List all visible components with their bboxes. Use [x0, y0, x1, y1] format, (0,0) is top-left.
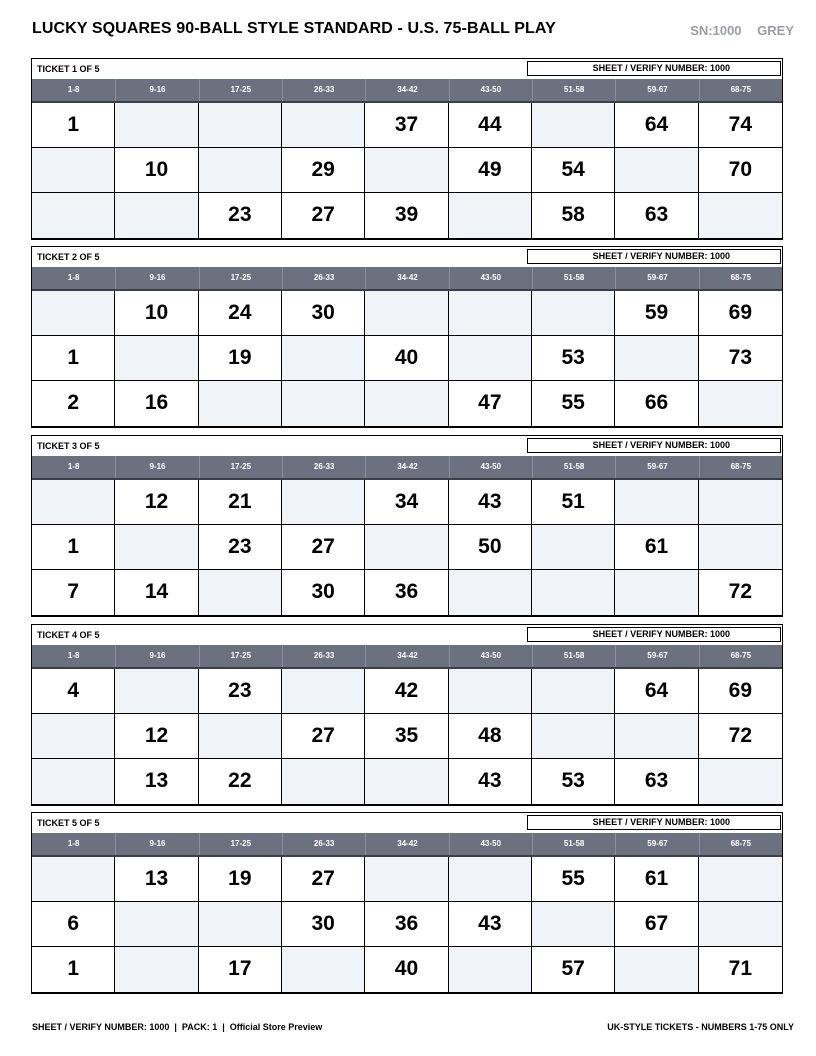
column-header-row — [32, 456, 782, 480]
number-cell: 55 — [532, 381, 615, 426]
number-cell: 63 — [615, 193, 698, 238]
empty-cell — [365, 857, 448, 902]
empty-cell — [32, 148, 115, 193]
column-header: 9-16 — [115, 456, 198, 478]
column-header: 1-8 — [67, 273, 80, 282]
number-cell: 71 — [699, 947, 782, 992]
number-cell: 69 — [699, 291, 782, 336]
empty-cell — [115, 103, 198, 148]
number-cell: 72 — [699, 714, 782, 759]
number-cell: 2 — [32, 381, 115, 426]
number-grid — [32, 103, 782, 240]
number-cell: 50 — [449, 525, 532, 570]
number-cell: 19 — [199, 336, 282, 381]
empty-cell — [115, 669, 198, 714]
empty-cell — [699, 381, 782, 426]
empty-cell — [615, 148, 698, 193]
empty-cell — [32, 714, 115, 759]
empty-cell — [282, 381, 365, 426]
number-cell: 27 — [282, 857, 365, 902]
empty-cell — [282, 669, 365, 714]
empty-cell — [615, 570, 698, 615]
column-header: 26-33 — [282, 645, 365, 667]
column-header: 17-25 — [199, 833, 282, 855]
number-cell: 24 — [199, 291, 282, 336]
number-cell: 27 — [282, 714, 365, 759]
footer-right-text: UK-STYLE TICKETS - NUMBERS 1-75 ONLY — [607, 1022, 794, 1032]
column-header: 43-50 — [449, 456, 532, 478]
number-cell: 67 — [615, 902, 698, 947]
number-cell: 23 — [199, 525, 282, 570]
column-header: 68-75 — [699, 267, 782, 289]
empty-cell — [532, 525, 615, 570]
column-header: 17-25 — [199, 456, 282, 478]
column-header: 17-25 — [199, 267, 282, 289]
empty-cell — [32, 759, 115, 804]
ticket-label: TICKET 4 OF 5 — [37, 630, 100, 640]
ticket-label: TICKET 5 OF 5 — [37, 818, 100, 828]
column-header: 1-8 — [67, 462, 80, 471]
ticket-label: TICKET 3 OF 5 — [37, 441, 100, 451]
verify-number-box: SHEET / VERIFY NUMBER: 1000 — [527, 61, 781, 76]
number-cell: 23 — [199, 669, 282, 714]
number-cell: 10 — [115, 291, 198, 336]
empty-cell — [365, 759, 448, 804]
column-header: 43-50 — [449, 79, 532, 101]
ticket-header — [32, 436, 782, 456]
ticket — [31, 812, 783, 994]
empty-cell — [615, 947, 698, 992]
number-cell: 63 — [615, 759, 698, 804]
number-cell: 7 — [32, 570, 115, 615]
empty-cell — [282, 759, 365, 804]
column-header: 51-58 — [532, 79, 615, 101]
number-cell: 53 — [532, 759, 615, 804]
verify-number-box: SHEET / VERIFY NUMBER: 1000 — [527, 438, 781, 453]
column-header: 1-8 — [67, 85, 80, 94]
number-cell: 34 — [365, 480, 448, 525]
number-grid — [32, 669, 782, 806]
ticket-header — [32, 59, 782, 79]
verify-number-box: SHEET / VERIFY NUMBER: 1000 — [527, 627, 781, 642]
verify-number-box: SHEET / VERIFY NUMBER: 1000 — [527, 815, 781, 830]
ticket — [31, 246, 783, 428]
number-cell: 72 — [699, 570, 782, 615]
number-cell: 40 — [365, 336, 448, 381]
number-cell: 59 — [615, 291, 698, 336]
verify-number-box: SHEET / VERIFY NUMBER: 1000 — [527, 249, 781, 264]
number-cell: 58 — [532, 193, 615, 238]
number-cell: 48 — [449, 714, 532, 759]
number-cell: 40 — [365, 947, 448, 992]
number-cell: 17 — [199, 947, 282, 992]
column-header: 59-67 — [615, 267, 698, 289]
column-header: 9-16 — [115, 79, 198, 101]
empty-cell — [32, 857, 115, 902]
number-cell: 27 — [282, 193, 365, 238]
empty-cell — [32, 193, 115, 238]
empty-cell — [449, 857, 532, 902]
number-cell: 37 — [365, 103, 448, 148]
number-cell: 36 — [365, 570, 448, 615]
color-label: GREY — [757, 23, 794, 38]
number-cell: 54 — [532, 148, 615, 193]
number-grid — [32, 480, 782, 617]
ticket-header — [32, 625, 782, 645]
empty-cell — [282, 480, 365, 525]
column-header: 1-8 — [67, 651, 80, 660]
ticket — [31, 624, 783, 806]
column-header: 34-42 — [365, 267, 448, 289]
number-cell: 1 — [32, 947, 115, 992]
number-cell: 74 — [699, 103, 782, 148]
empty-cell — [532, 103, 615, 148]
column-header: 43-50 — [449, 833, 532, 855]
number-cell: 69 — [699, 669, 782, 714]
column-header: 68-75 — [699, 645, 782, 667]
number-cell: 30 — [282, 570, 365, 615]
column-header: 34-42 — [365, 833, 448, 855]
column-header: 26-33 — [282, 267, 365, 289]
number-cell: 39 — [365, 193, 448, 238]
empty-cell — [532, 291, 615, 336]
number-cell: 13 — [115, 857, 198, 902]
column-header: 9-16 — [115, 267, 198, 289]
column-header: 51-58 — [532, 645, 615, 667]
column-header-row — [32, 645, 782, 669]
empty-cell — [699, 525, 782, 570]
column-header: 51-58 — [532, 833, 615, 855]
column-header: 59-67 — [615, 833, 698, 855]
column-header: 59-67 — [615, 79, 698, 101]
column-header-row — [32, 79, 782, 103]
empty-cell — [115, 902, 198, 947]
empty-cell — [32, 480, 115, 525]
number-cell: 22 — [199, 759, 282, 804]
page-title: LUCKY SQUARES 90-BALL STYLE STANDARD - U.S. 75-BALL PLAY — [32, 20, 556, 37]
number-cell: 10 — [115, 148, 198, 193]
column-header: 26-33 — [282, 456, 365, 478]
empty-cell — [365, 381, 448, 426]
empty-cell — [532, 669, 615, 714]
number-cell: 70 — [699, 148, 782, 193]
number-cell: 42 — [365, 669, 448, 714]
empty-cell — [615, 714, 698, 759]
column-header: 17-25 — [199, 645, 282, 667]
ticket-header — [32, 247, 782, 267]
ticket-label: TICKET 2 OF 5 — [37, 252, 100, 262]
number-cell: 12 — [115, 714, 198, 759]
empty-cell — [449, 336, 532, 381]
empty-cell — [699, 480, 782, 525]
number-cell: 21 — [199, 480, 282, 525]
serial-number: SN:1000 — [690, 23, 742, 38]
empty-cell — [449, 570, 532, 615]
number-cell: 43 — [449, 759, 532, 804]
empty-cell — [532, 714, 615, 759]
number-cell: 6 — [32, 902, 115, 947]
number-cell: 29 — [282, 148, 365, 193]
empty-cell — [115, 336, 198, 381]
column-header: 9-16 — [115, 833, 198, 855]
number-cell: 51 — [532, 480, 615, 525]
column-header: 17-25 — [199, 79, 282, 101]
empty-cell — [532, 570, 615, 615]
empty-cell — [532, 902, 615, 947]
column-header: 26-33 — [282, 79, 365, 101]
number-grid — [32, 291, 782, 428]
number-cell: 12 — [115, 480, 198, 525]
empty-cell — [449, 291, 532, 336]
empty-cell — [282, 947, 365, 992]
page-header — [32, 20, 794, 44]
number-cell: 64 — [615, 103, 698, 148]
empty-cell — [365, 148, 448, 193]
footer-left-text: SHEET / VERIFY NUMBER: 1000 | PACK: 1 | Official Store Preview — [32, 1022, 323, 1032]
empty-cell — [365, 291, 448, 336]
number-cell: 47 — [449, 381, 532, 426]
column-header: 34-42 — [365, 79, 448, 101]
number-cell: 64 — [615, 669, 698, 714]
number-cell: 49 — [449, 148, 532, 193]
number-cell: 55 — [532, 857, 615, 902]
number-cell: 1 — [32, 525, 115, 570]
number-cell: 30 — [282, 902, 365, 947]
number-cell: 16 — [115, 381, 198, 426]
empty-cell — [615, 480, 698, 525]
column-header: 1-8 — [67, 839, 80, 848]
ticket — [31, 435, 783, 617]
page-meta — [678, 23, 794, 38]
number-cell: 73 — [699, 336, 782, 381]
empty-cell — [699, 759, 782, 804]
column-header: 26-33 — [282, 833, 365, 855]
empty-cell — [199, 381, 282, 426]
empty-cell — [199, 902, 282, 947]
empty-cell — [449, 947, 532, 992]
number-cell: 57 — [532, 947, 615, 992]
column-header: 51-58 — [532, 267, 615, 289]
number-cell: 53 — [532, 336, 615, 381]
number-cell: 66 — [615, 381, 698, 426]
ticket-label: TICKET 1 OF 5 — [37, 64, 100, 74]
empty-cell — [115, 193, 198, 238]
column-header: 34-42 — [365, 645, 448, 667]
number-cell: 36 — [365, 902, 448, 947]
column-header: 68-75 — [699, 456, 782, 478]
number-cell: 14 — [115, 570, 198, 615]
empty-cell — [199, 714, 282, 759]
column-header: 43-50 — [449, 645, 532, 667]
number-cell: 19 — [199, 857, 282, 902]
column-header: 59-67 — [615, 456, 698, 478]
empty-cell — [115, 525, 198, 570]
empty-cell — [199, 103, 282, 148]
empty-cell — [32, 291, 115, 336]
number-cell: 43 — [449, 480, 532, 525]
column-header: 43-50 — [449, 267, 532, 289]
column-header-row — [32, 833, 782, 857]
number-cell: 44 — [449, 103, 532, 148]
empty-cell — [699, 193, 782, 238]
number-cell: 1 — [32, 336, 115, 381]
empty-cell — [699, 902, 782, 947]
column-header: 59-67 — [615, 645, 698, 667]
number-cell: 35 — [365, 714, 448, 759]
empty-cell — [365, 525, 448, 570]
column-header-row — [32, 267, 782, 291]
number-cell: 30 — [282, 291, 365, 336]
number-cell: 23 — [199, 193, 282, 238]
number-cell: 1 — [32, 103, 115, 148]
column-header: 68-75 — [699, 833, 782, 855]
column-header: 9-16 — [115, 645, 198, 667]
number-cell: 43 — [449, 902, 532, 947]
column-header: 68-75 — [699, 79, 782, 101]
column-header: 34-42 — [365, 456, 448, 478]
empty-cell — [449, 193, 532, 238]
column-header: 51-58 — [532, 456, 615, 478]
empty-cell — [199, 148, 282, 193]
ticket — [31, 58, 783, 240]
number-cell: 61 — [615, 857, 698, 902]
empty-cell — [615, 336, 698, 381]
empty-cell — [115, 947, 198, 992]
number-grid — [32, 857, 782, 994]
number-cell: 27 — [282, 525, 365, 570]
number-cell: 4 — [32, 669, 115, 714]
empty-cell — [282, 103, 365, 148]
ticket-header — [32, 813, 782, 833]
empty-cell — [699, 857, 782, 902]
empty-cell — [449, 669, 532, 714]
empty-cell — [282, 336, 365, 381]
empty-cell — [199, 570, 282, 615]
number-cell: 13 — [115, 759, 198, 804]
number-cell: 61 — [615, 525, 698, 570]
